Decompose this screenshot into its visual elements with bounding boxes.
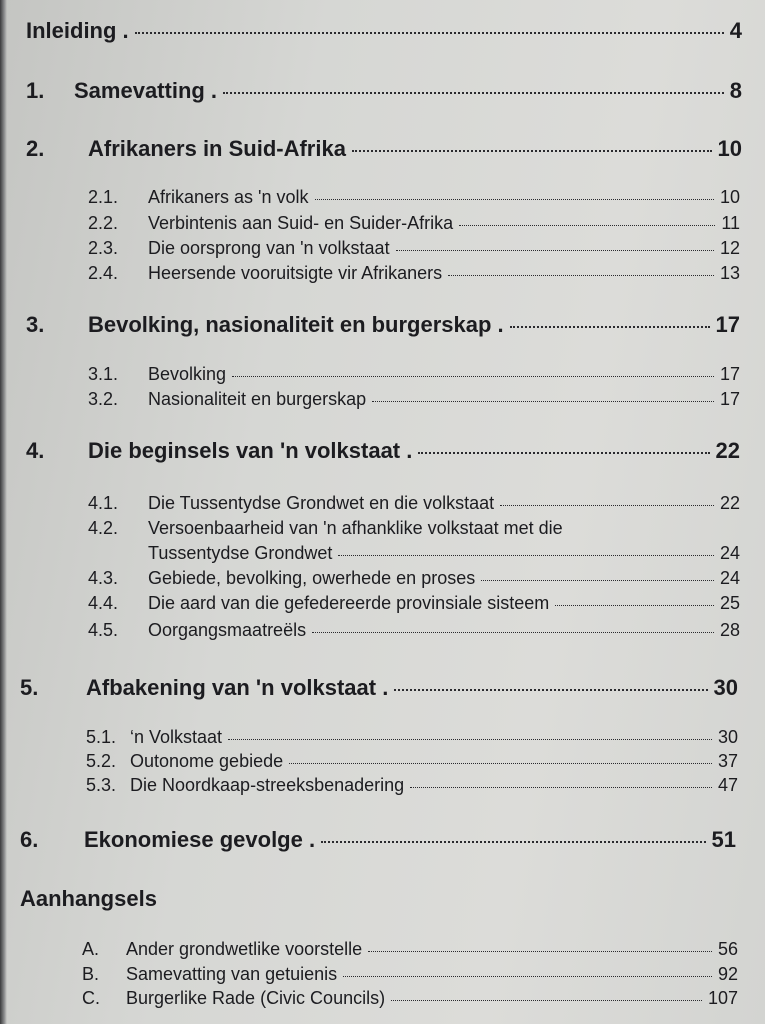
toc-entry-section-6 (20, 827, 736, 853)
toc-subentry-page: 10 (719, 187, 740, 207)
toc-subentry-page: 13 (719, 263, 740, 283)
toc-subentry-number: 3.1. (88, 364, 119, 384)
toc-entry-number: 2. (26, 136, 45, 161)
toc-subentry (88, 518, 740, 539)
toc-subentry-page: 24 (719, 543, 740, 563)
toc-subentry-title: ‘n Volkstaat (130, 727, 223, 747)
toc-subentry (88, 238, 740, 259)
dot-leader (459, 225, 715, 226)
dot-leader (481, 580, 714, 581)
toc-entry-number: 4. (26, 438, 45, 463)
toc-entry-title: Inleiding . (26, 18, 129, 43)
toc-subentry-number: 3.2. (88, 389, 119, 409)
toc-subentry (88, 389, 740, 410)
toc-subentry (88, 187, 740, 208)
toc-entry-title: Bevolking, nasionaliteit en burgerskap . (88, 312, 504, 337)
toc-subentry-title: Nasionaliteit en burgerskap (148, 389, 367, 409)
toc-appendix-page: 92 (717, 964, 738, 984)
toc-subentry-page: 37 (717, 751, 738, 771)
toc-subentry-title: Gebiede, bevolking, owerhede en proses (148, 568, 476, 588)
toc-subentry (88, 593, 740, 614)
dot-leader (315, 199, 714, 200)
toc-subentry-title: Verbintenis aan Suid- en Suider-Afrika (148, 213, 454, 233)
toc-subentry-title-continued: Tussentydse Grondwet (148, 543, 333, 563)
toc-subentry-number: 4.3. (88, 568, 119, 588)
toc-entry-page: 10 (717, 136, 742, 161)
toc-subentry-title: Die oorsprong van 'n volkstaat (148, 238, 390, 258)
appendix-heading: Aanhangsels (20, 886, 157, 911)
toc-subentry-number: 4.4. (88, 593, 119, 613)
toc-subentry-number: 4.1. (88, 493, 119, 513)
toc-appendix-entry (82, 939, 738, 960)
toc-subentry-number: 2.4. (88, 263, 119, 283)
dot-leader (352, 150, 712, 152)
dot-leader (223, 92, 724, 94)
toc-entry-title: Ekonomiese gevolge . (84, 827, 316, 852)
toc-subentry (86, 727, 738, 748)
page-edge-shadow (0, 0, 7, 1024)
toc-subentry-page: 22 (719, 493, 740, 513)
toc-entry-intro (26, 18, 742, 44)
dot-leader (418, 452, 709, 454)
toc-appendix-title: Samevatting van getuienis (126, 964, 338, 984)
toc-subentry-page: 11 (721, 213, 740, 233)
dot-leader (135, 32, 724, 34)
toc-entry-page: 22 (715, 438, 740, 463)
toc-entry-page: 8 (729, 78, 742, 103)
toc-appendix-page: 107 (707, 988, 738, 1008)
dot-leader (394, 689, 707, 691)
dot-leader (338, 555, 714, 556)
toc-entry-title: Die beginsels van 'n volkstaat . (88, 438, 413, 463)
toc-entry-number: 1. (26, 78, 45, 103)
dot-leader (368, 951, 712, 952)
toc-subentry-continuation (148, 543, 740, 564)
toc-entry-section-1 (26, 78, 742, 104)
toc-subentry-title: Die aard van die gefedereerde provinsiale sisteem (148, 593, 550, 613)
toc-appendix-letter: B. (82, 964, 100, 984)
dot-leader (555, 605, 714, 606)
toc-subentry-number: 4.2. (88, 518, 119, 538)
dot-leader (232, 376, 714, 377)
toc-subentry-title: Die Noordkaap-streeksbenadering (130, 775, 405, 795)
dot-leader (448, 275, 714, 276)
toc-subentry-title: Outonome gebiede (130, 751, 284, 771)
toc-subentry-title: Heersende vooruitsigte vir Afrikaners (148, 263, 443, 283)
toc-entry-section-2 (26, 136, 742, 162)
toc-subentry-page: 25 (719, 593, 740, 613)
toc-entry-title: Samevatting . (74, 78, 218, 103)
toc-subentry-page: 30 (717, 727, 738, 747)
toc-subentry (86, 751, 738, 772)
toc-subentry-page: 24 (719, 568, 740, 588)
toc-subentry (88, 493, 740, 514)
toc-appendix-page: 56 (717, 939, 738, 959)
toc-subentry (86, 775, 738, 796)
toc-appendix-letter: A. (82, 939, 100, 959)
dot-leader (372, 401, 714, 402)
dot-leader (410, 787, 712, 788)
dot-leader (289, 763, 712, 764)
toc-subentry-title: Bevolking (148, 364, 227, 384)
toc-entry-page: 4 (729, 18, 742, 43)
dot-leader (391, 1000, 702, 1001)
toc-entry-section-3 (26, 312, 740, 338)
toc-subentry-page: 12 (719, 238, 740, 258)
toc-appendix-title: Ander grondwetlike voorstelle (126, 939, 363, 959)
toc-subentry-page: 28 (719, 620, 740, 640)
toc-entry-page: 30 (713, 675, 738, 700)
toc-entry-title: Afrikaners in Suid-Afrika (88, 136, 346, 161)
toc-appendix-letter: C. (82, 988, 100, 1008)
toc-entry-number: 3. (26, 312, 45, 337)
dot-leader (500, 505, 714, 506)
toc-entry-page: 51 (711, 827, 736, 852)
toc-entry-section-4 (26, 438, 740, 464)
toc-entry-number: 6. (20, 827, 39, 852)
toc-subentry-page: 17 (719, 364, 740, 384)
toc-subentry-number: 5.1. (86, 727, 117, 747)
toc-subentry-number: 2.3. (88, 238, 119, 258)
toc-subentry (88, 620, 740, 641)
dot-leader (510, 326, 710, 328)
toc-subentry-title: Afrikaners as 'n volk (148, 187, 309, 207)
toc-subentry (88, 364, 740, 385)
toc-subentry-title: Oorgangsmaatreëls (148, 620, 307, 640)
toc-subentry (88, 263, 740, 284)
toc-appendix-entry (82, 964, 738, 985)
toc-subentry-page: 17 (719, 389, 740, 409)
toc-subentry (88, 213, 740, 234)
toc-subentry-number: 5.3. (86, 775, 117, 795)
dot-leader (396, 250, 714, 251)
dot-leader (343, 976, 712, 977)
toc-subentry-title: Versoenbaarheid van 'n afhanklike volkstaat met die (148, 518, 563, 538)
toc-subentry-number: 2.1. (88, 187, 119, 207)
toc-subentry-title: Die Tussentydse Grondwet en die volkstaat (148, 493, 495, 513)
toc-entry-page: 17 (715, 312, 740, 337)
toc-subentry-number: 2.2. (88, 213, 119, 233)
toc-appendix-entry (82, 988, 738, 1009)
toc-appendix-title: Burgerlike Rade (Civic Councils) (126, 988, 386, 1008)
toc-subentry-number: 5.2. (86, 751, 117, 771)
dot-leader (312, 632, 714, 633)
toc-subentry-page: 47 (717, 775, 738, 795)
toc-entry-title: Afbakening van 'n volkstaat . (86, 675, 389, 700)
toc-entry-section-5 (20, 675, 738, 701)
dot-leader (321, 841, 705, 843)
toc-subentry-number: 4.5. (88, 620, 119, 640)
toc-entry-number: 5. (20, 675, 39, 700)
toc-subentry (88, 568, 740, 589)
dot-leader (228, 739, 712, 740)
